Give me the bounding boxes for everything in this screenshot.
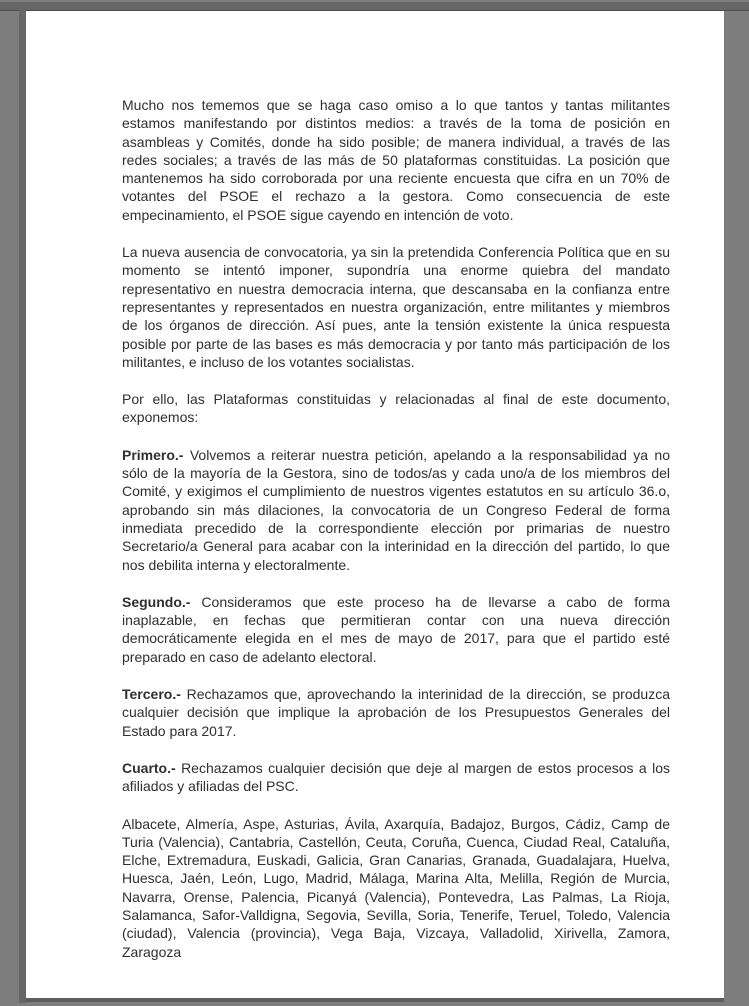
paragraph-text: Volvemos a reiterar nuestra petición, apelando a la responsabilidad ya no sólo de la mayoría de la Gestora, sino de todos/as y cada uno/a de los miembros del Comité, y exigimos el cumplimiento de nuestros vigentes estatutos en su artículo 36.o, aprobando sin más dilaciones, la convocatoria de un Congreso Federal de forma inmediata precedido de la correspondiente elección por primarias de nuestro Secretario/a General para acabar con la interinidad en la dirección del partido, lo que nos debilita interna y electoralmente. xyxy=(122,446,670,573)
paragraph xyxy=(122,243,670,371)
paragraph-text: Rechazamos cualquier decisión que deje al margen de estos procesos a los afiliados y afiliadas del PSC. xyxy=(122,759,670,795)
paragraph-segundo xyxy=(122,593,670,666)
paragraph-lead: Segundo.- xyxy=(122,593,191,610)
paragraph-text: Albacete, Almería, Aspe, Asturias, Ávila, Axarquía, Badajoz, Burgos, Cádiz, Camp de Turia (Valencia), Cantabria, Castellón, Ceuta, Coruña, Cuenca, Ciudad Real, Cataluña, Elche, Extremadura, Euskadi, Galicia, Gran Canarias, Granada, Guadalajara, Huelva, Huesca, Jaén, León, Lugo, Madrid, Málaga, Marina Alta, Melilla, Región de Murcia, Navarra, Orense, Palencia, Picanyá (Valencia), Pontevedra, Las Palmas, La Rioja, Salamanca, Safor-Valldigna, Segovia, Sevilla, Soria, Tenerife, Teruel, Toledo, Valencia (ciudad), Valencia (provincia), Vega Baja, Vizcaya, Valladolid, Xirivella, Zamora, Zaragoza xyxy=(122,815,670,960)
page-left-edge-shadow xyxy=(19,2,26,1003)
paragraph-lead: Primero.- xyxy=(122,446,184,463)
paragraph-cuarto xyxy=(122,759,670,796)
paragraph-text: La nueva ausencia de convocatoria, ya sin la pretendida Conferencia Política que en su momento se intentó imponer, supondría una enorme quiebra del mandato representativo en nuestra democracia interna, que descansaba en la confianza entre representantes y representados en nuestra organización, entre militantes y miembros de los órganos de dirección. Así pues, ante la tensión existente la única respuesta posible por parte de las bases es más democracia y por tanto más participación de los militantes, e incluso de los votantes socialistas. xyxy=(122,244,670,370)
document-text-block xyxy=(26,11,724,998)
page-top-edge-shadow xyxy=(0,2,749,11)
paragraph-text: Consideramos que este proceso ha de llevarse a cabo de forma inaplazable, en fechas que permitieran contar con una nueva dirección democráticamente elegida en el mes de mayo de 2017, para que el partido esté preparado en caso de adelanto electoral. xyxy=(122,593,670,665)
paragraph-text: Mucho nos tememos que se haga caso omiso a lo que tantos y tantas militantes estamos manifestando por distintos medios: a través de la toma de posición en asambleas y Comités, donde ha sido posible; de manera individual, a través de las redes sociales; a través de las más de 50 plataformas constituidas. La posición que mantenemos ha sido corroborada por una reciente encuesta que cifra en un 70% de votantes del PSOE el rechazo a la gestora. Como consecuencia de este empecinamiento, el PSOE sigue cayendo en intención de voto. xyxy=(122,97,670,223)
paragraph-text: Por ello, las Plataformas constituidas y relacionadas al final de este documento, exponemos: xyxy=(122,391,670,426)
paragraph-text: Rechazamos que, aprovechando la interinidad de la dirección, se produzca cualquier decisión que implique la aprobación de los Presupuestos Generales del Estado para 2017. xyxy=(122,686,670,739)
paragraph-lead: Tercero.- xyxy=(122,686,181,703)
paragraph-lead: Cuarto.- xyxy=(122,759,176,776)
paragraph xyxy=(122,96,670,224)
document-page xyxy=(26,11,724,998)
paragraph-primero xyxy=(122,446,670,574)
paragraph-platform-list xyxy=(122,815,670,961)
paragraph-tercero xyxy=(122,685,670,740)
paragraph xyxy=(122,390,670,427)
